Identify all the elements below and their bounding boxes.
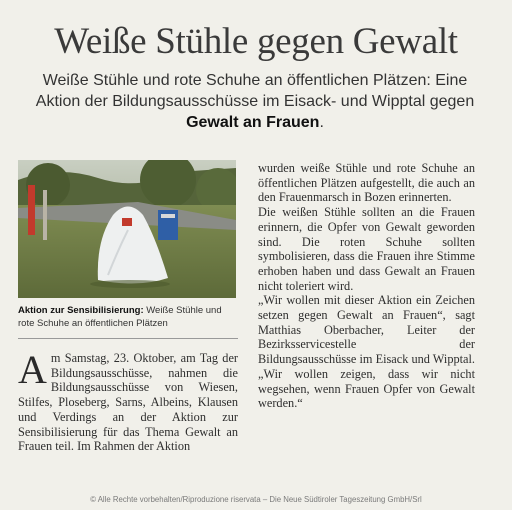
article-column-left xyxy=(18,347,238,454)
paragraph-3: „Wir wollen mit dieser Aktion ein Zeichen setzen gegen Gewalt an Frauen“, sagt Matthias Oberbacher, Leiter der Bezirksservicestelle der Bildungsausschüsse im Eisack und Wipptal. „Wir wollen zeigen, dass wir nicht wegsehen, wenn Frauen Opfer von Gewalt werden.“ xyxy=(258,293,475,411)
column-left-text: m Samstag, 23. Oktober, am Tag der Bildungsausschüsse, nahmen die Bildungsausschüsse von Wiesen, Stilfes, Ploseberg, Sarns, Albeins, Klausen und Verdings an der Aktion zur Sensibilisierung für das Thema Gewalt an Frauen teil. Im Rahmen der Aktion xyxy=(18,351,238,454)
copyright-footer: © Alle Rechte vorbehalten/Riproduzione riservata – Die Neue Südtiroler Tageszeitung GmbH/Srl xyxy=(90,495,422,504)
photo-caption xyxy=(18,304,240,330)
paragraph-1: wurden weiße Stühle und rote Schuhe an öffentlichen Plätzen aufgestellt, die auch an den Frauenmarsch in Bozen erinnerten. xyxy=(258,161,475,205)
caption-text: Weiße Stühle und rote Schuhe an öffentlichen Plätzen xyxy=(18,305,222,329)
subhead-bold: Gewalt an Frauen xyxy=(186,114,320,131)
article-column-right xyxy=(258,161,475,411)
subheadline xyxy=(20,70,490,133)
subhead-text: Weiße Stühle und rote Schuhe an öffentlichen Plätzen: Eine Aktion der Bildungsausschüsse im Eisack- und Wipptal gegen xyxy=(35,72,475,110)
drop-cap: A xyxy=(18,347,47,392)
paragraph-2: Die weißen Stühle sollten an die Frauen erinnern, die Opfer von Gewalt geworden sind. Die roten Schuhe sollten symbolisieren, dass die Frauen ihre Stimme erhoben haben und dass Gewalt an Frauen nicht toleriert wird. xyxy=(258,205,475,293)
photo-illustration xyxy=(18,160,236,298)
headline: Weiße Stühle gegen Gewalt xyxy=(54,21,458,62)
subhead-end: . xyxy=(319,114,324,131)
article-photo xyxy=(18,160,236,298)
divider xyxy=(18,338,238,339)
caption-bold: Aktion zur Sensibilisierung: xyxy=(18,305,144,316)
